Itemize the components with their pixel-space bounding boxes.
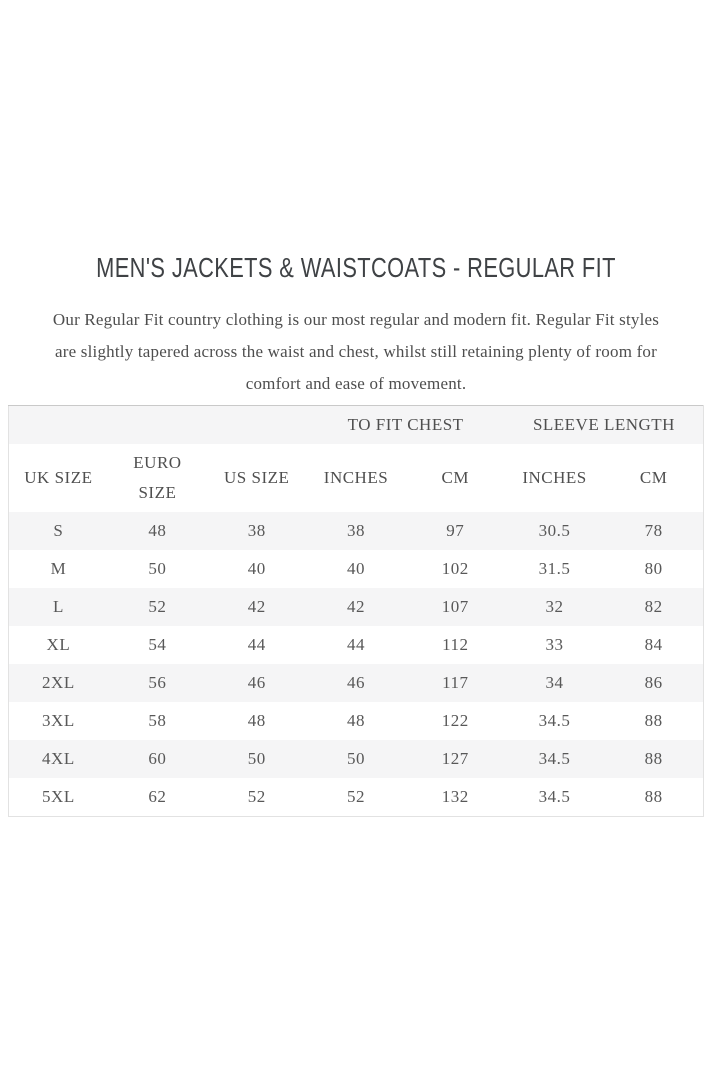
column-header-euro-size: EURO SIZE bbox=[108, 444, 207, 512]
row-size-label: 2XL bbox=[9, 664, 108, 702]
row-size-label: 4XL bbox=[9, 740, 108, 778]
table-cell: 54 bbox=[108, 626, 207, 664]
column-header-chest-cm: CM bbox=[406, 444, 505, 512]
description-line-1: Our Regular Fit country clothing is our most regular and modern fit. Regular Fit styles bbox=[52, 310, 660, 329]
column-header-sleeve-inches: INCHES bbox=[505, 444, 604, 512]
table-cell: 34.5 bbox=[505, 778, 604, 817]
table-cell: 97 bbox=[406, 512, 505, 550]
table-cell: 52 bbox=[207, 778, 306, 817]
table-cell: 88 bbox=[604, 702, 703, 740]
column-header-row bbox=[9, 444, 704, 512]
table-cell: 46 bbox=[207, 664, 306, 702]
table-cell: 46 bbox=[306, 664, 405, 702]
table-cell: 38 bbox=[306, 512, 405, 550]
table-cell: 127 bbox=[406, 740, 505, 778]
table-row bbox=[9, 588, 704, 626]
table-row bbox=[9, 626, 704, 664]
table-cell: 40 bbox=[306, 550, 405, 588]
table-cell: 48 bbox=[207, 702, 306, 740]
size-chart-table bbox=[8, 405, 704, 817]
table-cell: 52 bbox=[306, 778, 405, 817]
table-row bbox=[9, 778, 704, 817]
page-title: MEN'S JACKETS & WAISTCOATS - REGULAR FIT bbox=[96, 252, 616, 283]
table-cell: 84 bbox=[604, 626, 703, 664]
table-cell: 50 bbox=[108, 550, 207, 588]
table-cell: 86 bbox=[604, 664, 703, 702]
column-header-uk-size: UK SIZE bbox=[9, 444, 108, 512]
column-header-us-size: US SIZE bbox=[207, 444, 306, 512]
table-cell: 44 bbox=[207, 626, 306, 664]
table-row bbox=[9, 664, 704, 702]
row-size-label: 5XL bbox=[9, 778, 108, 817]
table-cell: 48 bbox=[108, 512, 207, 550]
table-cell: 78 bbox=[604, 512, 703, 550]
group-header-to-fit-chest: TO FIT CHEST bbox=[306, 406, 505, 445]
table-cell: 56 bbox=[108, 664, 207, 702]
row-size-label: L bbox=[9, 588, 108, 626]
table-cell: 62 bbox=[108, 778, 207, 817]
table-cell: 52 bbox=[108, 588, 207, 626]
table-cell: 112 bbox=[406, 626, 505, 664]
table-cell: 42 bbox=[306, 588, 405, 626]
table-cell: 50 bbox=[207, 740, 306, 778]
table-cell: 58 bbox=[108, 702, 207, 740]
table-cell: 122 bbox=[406, 702, 505, 740]
table-cell: 34 bbox=[505, 664, 604, 702]
column-header-chest-inches: INCHES bbox=[306, 444, 405, 512]
table-cell: 32 bbox=[505, 588, 604, 626]
table-cell: 30.5 bbox=[505, 512, 604, 550]
column-header-sleeve-cm: CM bbox=[604, 444, 703, 512]
size-chart-body bbox=[9, 512, 704, 817]
table-cell: 82 bbox=[604, 588, 703, 626]
table-cell: 88 bbox=[604, 740, 703, 778]
table-cell: 60 bbox=[108, 740, 207, 778]
table-row bbox=[9, 550, 704, 588]
table-cell: 107 bbox=[406, 588, 505, 626]
table-cell: 48 bbox=[306, 702, 405, 740]
table-cell: 42 bbox=[207, 588, 306, 626]
description bbox=[0, 304, 712, 400]
row-size-label: M bbox=[9, 550, 108, 588]
table-cell: 38 bbox=[207, 512, 306, 550]
row-size-label: S bbox=[9, 512, 108, 550]
table-cell: 34.5 bbox=[505, 740, 604, 778]
table-cell: 33 bbox=[505, 626, 604, 664]
table-row bbox=[9, 512, 704, 550]
description-line-3: comfort and ease of movement. bbox=[245, 374, 467, 393]
table-cell: 117 bbox=[406, 664, 505, 702]
table-cell: 34.5 bbox=[505, 702, 604, 740]
table-cell: 50 bbox=[306, 740, 405, 778]
table-cell: 40 bbox=[207, 550, 306, 588]
group-header-row bbox=[9, 406, 704, 445]
group-header-spacer bbox=[9, 406, 307, 445]
table-cell: 80 bbox=[604, 550, 703, 588]
row-size-label: XL bbox=[9, 626, 108, 664]
row-size-label: 3XL bbox=[9, 702, 108, 740]
size-chart-header bbox=[9, 406, 704, 513]
table-row bbox=[9, 702, 704, 740]
table-cell: 31.5 bbox=[505, 550, 604, 588]
table-cell: 88 bbox=[604, 778, 703, 817]
group-header-sleeve-length: SLEEVE LENGTH bbox=[505, 406, 704, 445]
table-row bbox=[9, 740, 704, 778]
table-cell: 102 bbox=[406, 550, 505, 588]
table-cell: 44 bbox=[306, 626, 405, 664]
table-cell: 132 bbox=[406, 778, 505, 817]
description-line-2: are slightly tapered across the waist and chest, whilst still retaining plenty of room for bbox=[55, 342, 657, 361]
